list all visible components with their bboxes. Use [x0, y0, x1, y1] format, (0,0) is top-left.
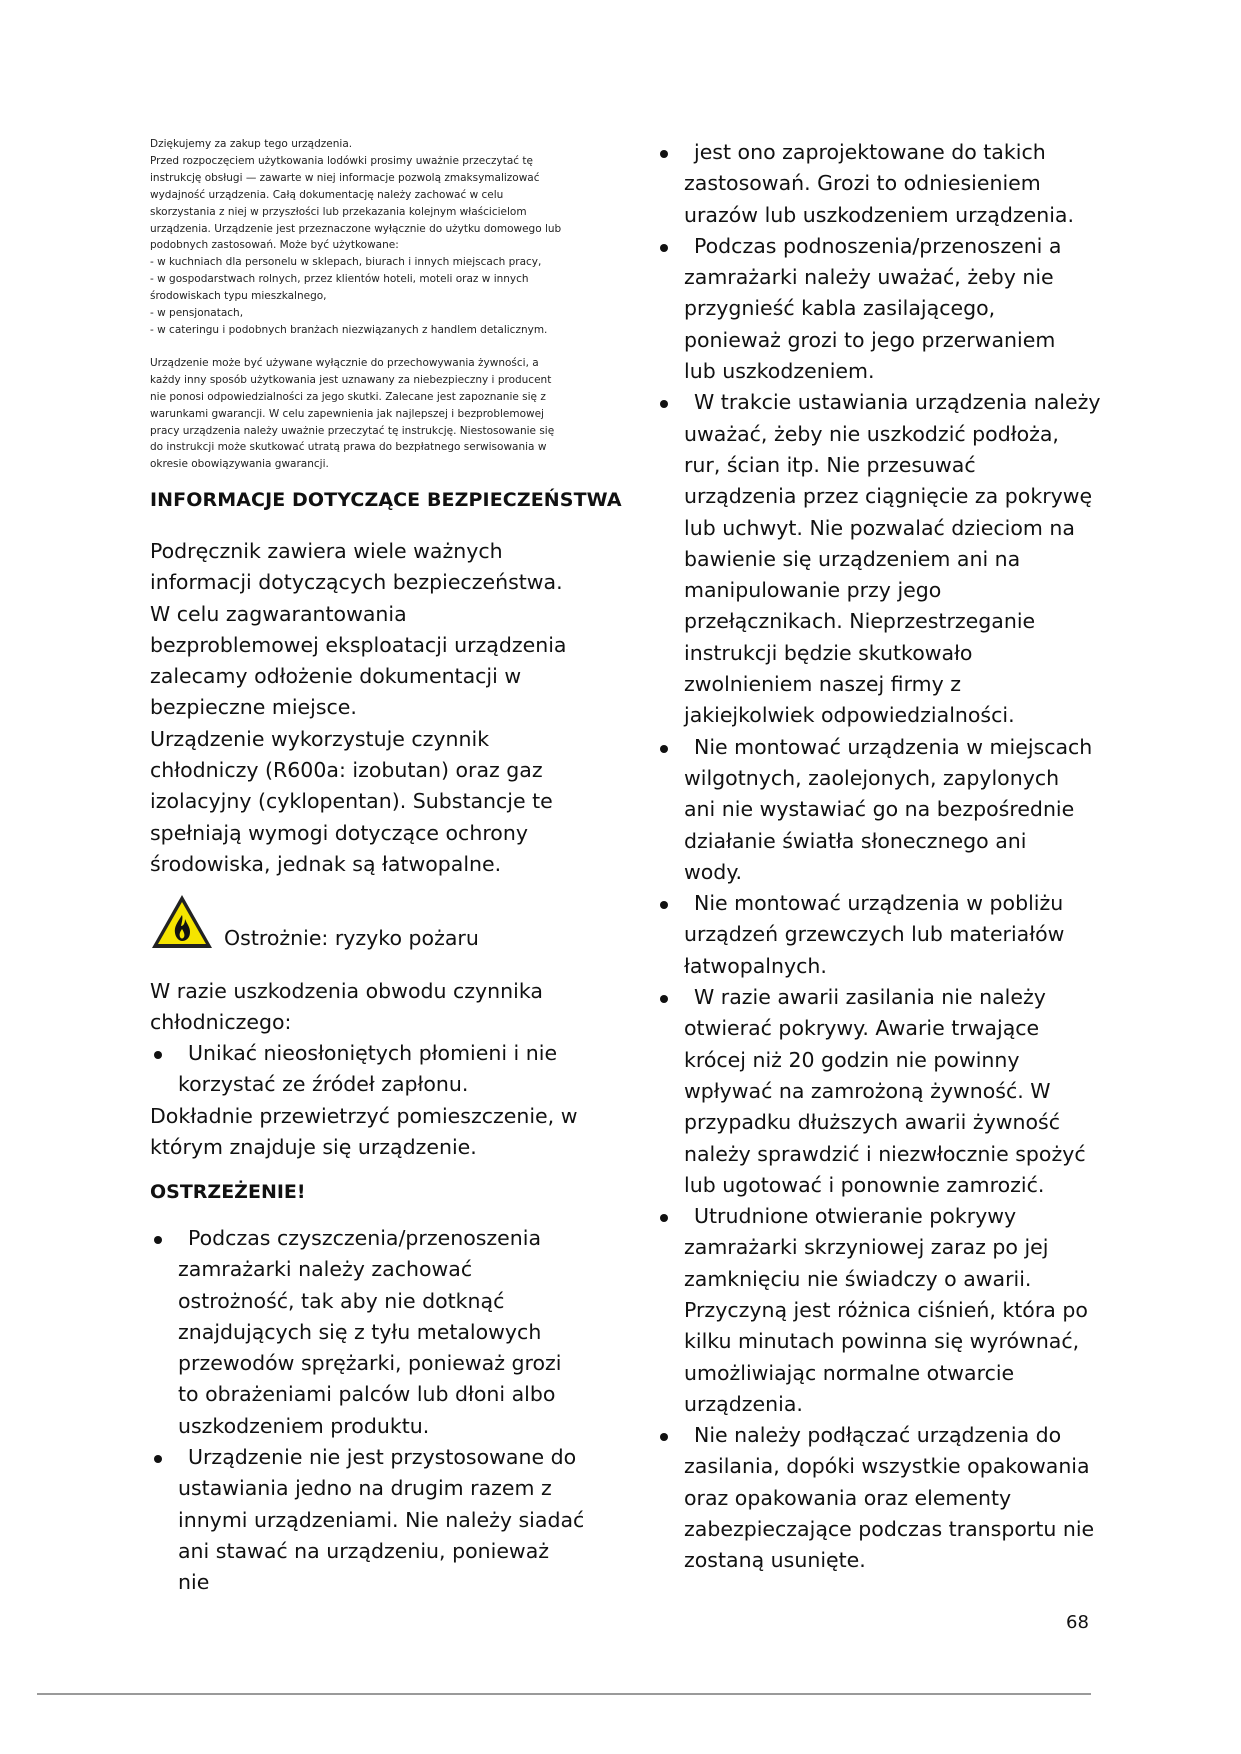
intro-paragraph-2 [150, 355, 590, 473]
list-item-line: Przyczyną jest różnica ciśnień, która po [684, 1297, 1088, 1322]
intro-line: wydajność urządzenia. Całą dokumentację należy zachować w celu [150, 188, 504, 201]
list-item-line: zamrażarki skrzyniowej zaraz po jej [684, 1235, 1049, 1260]
list-item-line: Nie montować urządzenia w pobliżu [694, 891, 1064, 916]
warning-list-left [150, 1223, 590, 1599]
list-item-line: ostrożność, tak aby nie dotknąć [178, 1288, 505, 1313]
intro-line: urządzenia. Urządzenie jest przeznaczone wyłącznie do użytku domowego lub [150, 222, 562, 235]
warning-title: OSTRZEŻENIE! [150, 1181, 306, 1203]
list-item-line: wody. [684, 859, 743, 884]
safety-paragraph [150, 536, 590, 880]
intro-line: - w pensjonatach, [150, 307, 244, 320]
fire-warning-label: Ostrożnie: ryzyko pożaru [224, 926, 479, 950]
list-item-line: instrukcji będzie skutkowało [684, 640, 973, 665]
list-item-line: zwolnieniem naszej firmy z [684, 672, 962, 697]
damage-line: chłodniczego: [150, 1010, 292, 1035]
safety-line: spełniają wymogi dotyczące ochrony [150, 820, 528, 845]
list-item [656, 1201, 1136, 1420]
intro-line: - w gospodarstwach rolnych, przez klientów hoteli, moteli oraz w innych [150, 273, 529, 286]
list-item [656, 888, 1136, 982]
safety-line: bezproblemowej eksploatacji urządzenia [150, 632, 567, 657]
list-item-line: zasilania, dopóki wszystkie opakowania [684, 1454, 1090, 1479]
flammable-warning-icon [150, 893, 214, 951]
ventilate-line: Dokładnie przewietrzyć pomieszczenie, w [150, 1104, 578, 1128]
list-item-line: zamrażarki należy zachować [178, 1257, 473, 1282]
list-item-line: przełącznikach. Nieprzestrzeganie [684, 609, 1036, 634]
intro-line: Urządzenie może być używane wyłącznie do przechowywania żywności, a [150, 356, 539, 369]
list-item-line: nie [178, 1570, 210, 1595]
list-item [656, 231, 1136, 387]
intro-line: Dziękujemy za zakup tego urządzenia. [150, 138, 353, 150]
list-item-line: zabezpieczające podczas transportu nie [684, 1517, 1095, 1542]
list-item-line: zamknięciu nie świadczy o awarii. [684, 1266, 1032, 1291]
damage-bullet-list [150, 1038, 590, 1101]
list-item-line: ustawiania jedno na drugim razem z [178, 1476, 552, 1501]
intro-line: skorzystania z niej w przyszłości lub przekazania kolejnym właścicielom [150, 205, 527, 218]
list-item-line: innymi urządzeniami. Nie należy siadać [178, 1507, 585, 1532]
intro-line: instrukcję obsługi — zawarte w niej informacje pozwolą zmaksymalizować [150, 171, 540, 184]
list-item-line: W razie awarii zasilania nie należy [694, 985, 1046, 1010]
fire-warning [150, 893, 590, 955]
list-item-line: korzystać ze źródeł zapłonu. [178, 1072, 469, 1097]
intro-line: okresie obowiązywania gwarancji. [150, 458, 329, 471]
list-item [656, 982, 1136, 1201]
intro-line: środowiskach typu mieszkalnego, [150, 290, 327, 303]
list-item-line: przypadku dłuższych awarii żywność [684, 1110, 1060, 1135]
safety-line: informacji dotyczących bezpieczeństwa. [150, 570, 563, 595]
list-item-line: ani stawać na urządzeniu, ponieważ [178, 1538, 550, 1563]
intro-line: nie ponosi odpowiedzialności za jego skutki. Zalecane jest zapoznanie się z [150, 390, 546, 403]
list-item-line: kilku minutach powinna się wyrównać, [684, 1329, 1080, 1354]
list-item-line: rur, ścian itp. Nie przesuwać [684, 452, 976, 477]
intro-line: do instrukcji może skutkować utratą prawa do bezpłatnego serwisowania w [150, 441, 547, 454]
ventilate-paragraph [150, 1101, 590, 1164]
list-item-line: W trakcie ustawiania urządzenia należy [694, 390, 1101, 415]
safety-line: Urządzenie wykorzystuje czynnik [150, 726, 490, 751]
list-item-line: urządzenia. [684, 1391, 803, 1416]
list-item-line: Podczas podnoszenia/przenoszeni a [694, 233, 1062, 258]
damage-line: W razie uszkodzenia obwodu czynnika [150, 979, 543, 1003]
list-item-line: lub uchwyt. Nie pozwalać dzieciom na [684, 515, 1075, 540]
list-item-line: Nie należy podłączać urządzenia do [694, 1423, 1062, 1448]
list-item [150, 1442, 590, 1598]
intro-paragraph-1 [150, 136, 590, 339]
page-number: 68 [1066, 1612, 1089, 1633]
list-item-line: uważać, żeby nie uszkodzić podłoża, [684, 421, 1059, 446]
list-item-line: jest ono zaprojektowane do takich [694, 140, 1046, 164]
list-item-line: urazów lub uszkodzeniem urządzenia. [684, 202, 1074, 227]
list-item-line: zostaną usunięte. [684, 1548, 866, 1573]
list-item-line: to obrażeniami palców lub dłoni albo [178, 1382, 556, 1407]
list-item-line: jakiejkolwiek odpowiedzialności. [684, 703, 1015, 728]
safety-line: Podręcznik zawiera wiele ważnych [150, 539, 503, 563]
safety-line: izolacyjny (cyklopentan). Substancje te [150, 789, 553, 814]
list-item-line: ponieważ grozi to jego przerwaniem [684, 327, 1056, 352]
safety-line: środowiska, jednak są łatwopalne. [150, 851, 502, 876]
list-item-line: działanie światła słonecznego ani [684, 828, 1027, 853]
intro-line: każdy inny sposób użytkowania jest uznawany za niebezpieczny i producent [150, 373, 552, 386]
ventilate-line: którym znajduje się urządzenie. [150, 1135, 477, 1160]
list-item-line: Urządzenie nie jest przystosowane do [188, 1445, 577, 1470]
list-item-line: Unikać nieosłoniętych płomieni i nie [188, 1041, 558, 1065]
warning-list-right [656, 137, 1136, 1577]
intro-line: - w cateringu i podobnych branżach niezwiązanych z handlem detalicznym. [150, 323, 548, 336]
list-item-line: wilgotnych, zaolejonych, zapylonych [684, 765, 1060, 790]
list-item [150, 1223, 590, 1442]
list-item-line: otwierać pokrywy. Awarie trwające [684, 1016, 1040, 1041]
list-item-line: manipulowanie przy jego [684, 578, 942, 603]
list-item [656, 1420, 1136, 1576]
safety-section-title: INFORMACJE DOTYCZĄCE BEZPIECZEŃSTWA [150, 489, 622, 511]
list-item-line: lub ugotować i ponownie zamrozić. [684, 1172, 1045, 1197]
list-item-line: przewodów sprężarki, ponieważ grozi [178, 1351, 562, 1376]
list-item-line: urządzenia przez ciągnięcie za pokrywę [684, 484, 1093, 509]
safety-line: W celu zagwarantowania [150, 601, 407, 626]
intro-line: podobnych zastosowań. Może być użytkowane: [150, 239, 399, 252]
list-item-line: zastosowań. Grozi to odniesieniem [684, 171, 1041, 196]
safety-line: bezpieczne miejsce. [150, 695, 357, 720]
intro-line: warunkami gwarancji. W celu zapewnienia jak najlepszej i bezproblemowej [150, 407, 544, 420]
list-item-line: wpływać na zamrożoną żywność. W [684, 1078, 1051, 1103]
list-item-line: uszkodzeniem produktu. [178, 1413, 430, 1438]
list-item-line: lub uszkodzeniem. [684, 359, 875, 384]
list-item-line: łatwopalnych. [684, 953, 827, 978]
list-item-line: należy sprawdzić i niezwłocznie spożyć [684, 1141, 1086, 1166]
list-item-line: bawienie się urządzeniem ani na [684, 546, 1021, 571]
list-item-line: umożliwiając normalne otwarcie [684, 1360, 1015, 1385]
list-item-line: Utrudnione otwieranie pokrywy [694, 1204, 1017, 1229]
list-item-line: urządzeń grzewczych lub materiałów [684, 922, 1065, 947]
damage-paragraph [150, 976, 590, 1039]
list-item-line: przygnieść kabla zasilającego, [684, 296, 996, 321]
list-item [656, 732, 1136, 888]
safety-line: chłodniczy (R600a: izobutan) oraz gaz [150, 758, 543, 783]
list-item-line: zamrażarki należy uważać, żeby nie [684, 265, 1054, 290]
safety-line: zalecamy odłożenie dokumentacji w [150, 664, 522, 689]
intro-line: Przed rozpoczęciem użytkowania lodówki prosimy uważnie przeczytać tę [150, 154, 533, 167]
list-item-line: znajdujących się z tyłu metalowych [178, 1319, 542, 1344]
list-item-line: Nie montować urządzenia w miejscach [694, 734, 1093, 759]
list-item-line: ani nie wystawiać go na bezpośrednie [684, 797, 1075, 822]
list-item-line: krócej niż 20 godzin nie powinny [684, 1047, 1020, 1072]
list-item [656, 387, 1136, 731]
list-item [656, 137, 1136, 231]
intro-line: pracy urządzenia należy uważnie przeczytać tę instrukcję. Niestosowanie się [150, 424, 555, 437]
intro-text [150, 136, 590, 473]
list-item [150, 1038, 590, 1101]
intro-line: - w kuchniach dla personelu w sklepach, biurach i innych miejscach pracy, [150, 256, 542, 269]
list-item-line: Podczas czyszczenia/przenoszenia [188, 1226, 542, 1250]
footer-rule [37, 1693, 1091, 1695]
list-item-line: oraz opakowania oraz elementy [684, 1485, 1012, 1510]
